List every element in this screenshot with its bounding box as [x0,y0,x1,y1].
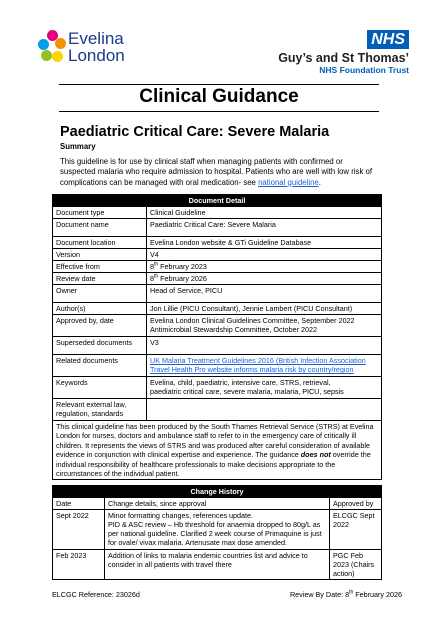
column-header-details: Change details, since approval [105,498,330,510]
keywords-line-2: paediatric critical care, severe malaria, malaria, PICU, sepsis [150,387,344,396]
table-row [53,550,382,580]
detail-header: Document Detail [53,195,382,207]
row-key: Review date [53,273,147,285]
row-value [147,377,382,399]
row-key: Approved by, date [53,315,147,337]
approval-line-2: Antimicrobial Stewardship Committee, October 2022 [150,325,317,334]
nhs-badge: NHS [367,30,409,49]
trust-subtitle: NHS Foundation Trust [319,65,409,75]
page-title: Clinical Guidance [139,86,299,107]
row-value [147,399,382,421]
row-value [147,273,382,285]
table-row [53,303,382,315]
row-value [147,261,382,273]
table-row [53,285,382,303]
table-row [53,219,382,237]
title-rule-bottom [59,111,379,112]
row-value: Jon Lillie (PICU Consultant), Jennie Lambert (PICU Consultant) [147,303,382,315]
travel-health-pro-link[interactable]: Travel Health Pro website informs malaria risk by country/region [150,365,354,374]
table-row [53,498,382,510]
table-row [53,237,382,249]
uk-malaria-guidelines-link[interactable]: UK Malaria Treatment Guidelines 2016 (British Infection Association [150,356,366,365]
row-value: Clinical Guideline [147,207,382,219]
keywords-line-1: Evelina, child, paediatric, intensive care, STRS, retrieval, [150,378,331,387]
history-details [105,510,330,550]
change-history-table [52,485,382,580]
title-rule-top [59,84,379,85]
summary-label: Summary [60,142,96,151]
flower-icon [38,30,66,68]
table-row [53,315,382,337]
row-value: Head of Service, PICU [147,285,382,303]
petal-yellow [52,51,63,62]
history-approved-by: PGC Feb 2023 (Chairs action) [330,550,382,580]
footer-reference: ELCGC Reference: 23026d [52,590,140,599]
table-row [53,355,382,377]
document-heading: Paediatric Critical Care: Severe Malaria [60,124,330,140]
row-key: Version [53,249,147,261]
row-key: Related documents [53,355,147,377]
table-row [53,510,382,550]
law-key-line-2: regulation, standards [56,409,124,418]
row-value: Paediatric Critical Care: Severe Malaria [147,219,382,237]
nhs-trust-logo [259,30,409,74]
history-header: Change History [53,486,382,498]
history-approved-by: ELCGC Sept 2022 [330,510,382,550]
review-day: 8 [150,274,154,283]
petal-green [41,50,52,61]
history-detail-line: PID & ASC review – Hb threshold for anaemia dropped to 80g/L as per national guideline. Clarified 2 week course of Primaquine is just for ovale/ vivax malaria. Artenusate max dose amended. [108,520,322,547]
effective-month-year: February 2023 [158,262,207,271]
brand-line-2: London [68,46,125,65]
trust-name: Guy’s and St Thomas’ [278,51,409,65]
row-key: Author(s) [53,303,147,315]
brand-name [68,30,125,64]
table-row [53,249,382,261]
petal-orange [55,38,66,49]
review-month-year: February 2026 [158,274,207,283]
history-detail-line: Minor formatting changes, references update. [108,511,254,520]
summary-end: . [318,177,321,187]
footer-review-date [290,590,402,599]
row-key: Owner [53,285,147,303]
summary-text [60,157,380,188]
column-header-date: Date [53,498,105,510]
disclaimer-notice [53,421,382,480]
table-row [53,337,382,355]
row-key: Document location [53,237,147,249]
row-key [53,399,147,421]
notice-emphasis: does not [300,450,331,460]
table-row [53,261,382,273]
brand-line-1: Evelina [68,29,124,48]
row-key: Keywords [53,377,147,399]
table-row [53,273,382,285]
table-row [53,207,382,219]
row-key: Document type [53,207,147,219]
footer-review-month-year: February 2026 [353,590,402,599]
effective-suffix: th [154,261,159,268]
effective-day: 8 [150,262,154,271]
national-guideline-link[interactable]: national guideline [258,177,319,187]
row-key: Document name [53,219,147,237]
evelina-london-logo [38,28,138,74]
row-key: Superseded documents [53,337,147,355]
history-date: Sept 2022 [53,510,105,550]
column-header-approved: Approved by [330,498,382,510]
approval-line-1: Evelina London Clinical Guidelines Committee, September 2022 [150,316,355,325]
notice-text: This clinical guideline has been produced by the South Thames Retrieval Service (STRS) at Evelina London for nurses, doctors and ambulance staff to refer to in the emergency care of critically ill children. It represents the views of STRS and was produced after careful consideration of available evidence in conjunction with clinical expertise and experience. The guidance [56,422,374,460]
footer-review-text: Review By Date: 8 [289,590,350,599]
row-value: Evelina London website & GTi Guideline Database [147,237,382,249]
row-value [147,355,382,377]
table-row [53,421,382,480]
summary-body: This guideline is for use by clinical staff when managing patients with confirmed or suspected malaria who require admission to hospital. Patients who are well with low risk of complications can be managed with oral medication- see [60,157,373,187]
review-suffix: th [154,273,159,280]
notice-text-end: override the individual responsibility of healthcare professionals to make decisions appropriate to the circumstances of the individual patient. [56,450,371,479]
row-value: V4 [147,249,382,261]
table-row [53,399,382,421]
row-value [147,315,382,337]
petal-blue [38,39,49,50]
history-date: Feb 2023 [53,550,105,580]
document-detail-table [52,194,382,480]
row-value: V3 [147,337,382,355]
row-key: Effective from [53,261,147,273]
table-row [53,377,382,399]
history-details: Addition of links to malaria endemic countries list and advice to consider in all patients with travel there [105,550,330,580]
law-key-line-1: Relevant external law, [56,400,127,409]
footer-review-suffix: th [349,589,354,596]
